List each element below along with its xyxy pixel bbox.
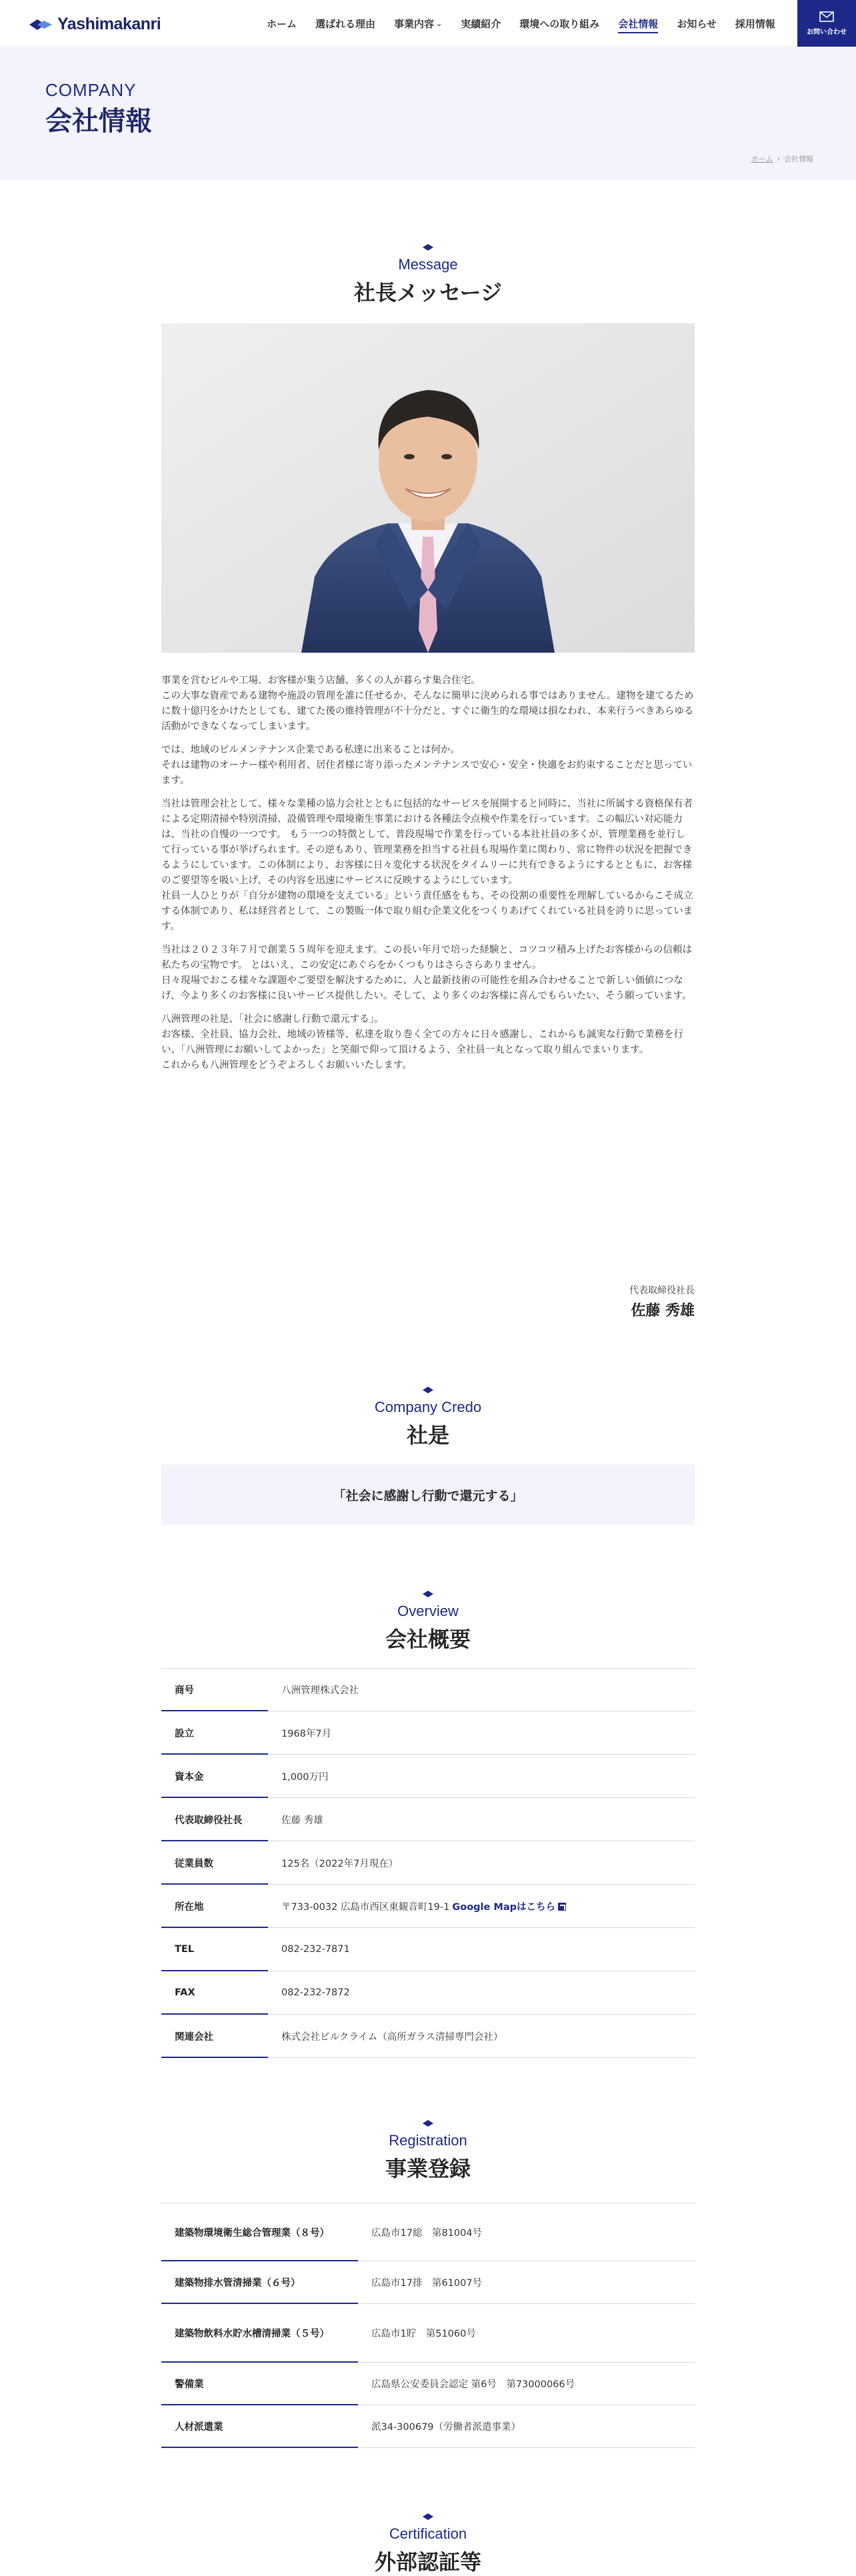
table-row xyxy=(161,2015,695,2058)
row-label: 資本金 xyxy=(161,1755,268,1797)
nav-item-services-label: 事業内容 xyxy=(394,17,435,30)
overview-heading-ja: 会社概要 xyxy=(385,1627,471,1652)
registration-heading xyxy=(0,2120,856,2183)
nav-item-environment[interactable]: 環境への取り組み xyxy=(519,17,600,30)
message-paragraph: 事業を営むビルや工場、お客様が集う店舗、多くの人が暮らす集合住宅。 この大事な資産である建物や施設の管理を誰に任せるか、そんなに簡単に決められる事ではありません。建物を建てるために数十億円をかけたとしても、建てた後の維持管理が不十分だと、すぐに衛生的な環境は損なわれ、本来行うべきあらゆる活動ができなくなってしまいます。 xyxy=(161,675,694,732)
site-header xyxy=(0,0,856,47)
table-row xyxy=(161,1711,695,1755)
certification-heading xyxy=(0,2513,856,2576)
president-portrait xyxy=(161,323,695,653)
message-body xyxy=(161,673,695,1081)
president-signature xyxy=(629,1283,695,1320)
google-map-link-label: Google Mapはこちら xyxy=(452,1901,555,1913)
breadcrumb-separator: › xyxy=(777,154,780,163)
table-row xyxy=(161,1928,695,1971)
row-value: 佐藤 秀雄 xyxy=(281,1815,323,1826)
row-value: 1,000万円 xyxy=(281,1771,329,1783)
chevron-down-icon: ⌄ xyxy=(436,19,443,28)
registration-table xyxy=(161,2203,695,2448)
site-logo[interactable] xyxy=(29,15,161,34)
credo-heading-ja: 社是 xyxy=(406,1423,449,1448)
row-value: 広島県公安委員会認定 第6号 第73000066号 xyxy=(371,2379,575,2390)
diamond-icon xyxy=(423,1591,433,1597)
row-label: 商号 xyxy=(161,1669,268,1711)
row-value: 1968年7月 xyxy=(281,1728,332,1739)
registration-heading-en: Registration xyxy=(389,2132,467,2149)
nav-item-home[interactable]: ホーム xyxy=(267,17,297,30)
row-label: 警備業 xyxy=(161,2363,358,2405)
certification-heading-en: Certification xyxy=(389,2525,467,2542)
address-text: 〒733-0032 広島市西区東観音町19-1 xyxy=(281,1901,450,1913)
registration-heading-ja: 事業登録 xyxy=(385,2156,471,2181)
contact-button-label: お問い合わせ xyxy=(807,28,847,36)
row-value: 広島市17排 第61007号 xyxy=(371,2278,483,2289)
row-value: 派34-300679（労働者派遣事業） xyxy=(371,2422,521,2433)
table-row xyxy=(161,2363,695,2405)
message-heading-en: Message xyxy=(398,256,458,273)
table-row xyxy=(161,2304,695,2363)
diamond-icon xyxy=(423,2120,433,2127)
table-row xyxy=(161,2203,695,2261)
table-row xyxy=(161,1885,695,1928)
row-label: TEL xyxy=(161,1928,268,1971)
signature-name: 佐藤 秀雄 xyxy=(631,1303,695,1319)
table-row xyxy=(161,1668,695,1711)
breadcrumb-home-link[interactable]: ホーム xyxy=(751,155,773,163)
table-row xyxy=(161,2261,695,2304)
row-label: FAX xyxy=(161,1971,268,2014)
credo-heading-en: Company Credo xyxy=(374,1399,482,1415)
logo-text: Yashimakanri xyxy=(57,15,161,33)
row-label: 代表取締役社長 xyxy=(161,1798,268,1841)
page-title: 会社情報 xyxy=(45,106,152,137)
table-row xyxy=(161,1971,695,2015)
row-label: 建築物環境衛生総合管理業（８号） xyxy=(161,2203,358,2261)
credo-text: 「社会に感謝し行動で還元する」 xyxy=(161,1465,695,1525)
nav-item-works[interactable]: 実績紹介 xyxy=(461,17,501,30)
page-hero xyxy=(0,47,856,180)
table-row xyxy=(161,1841,695,1885)
certification-heading-ja: 外部認証等 xyxy=(374,2549,481,2575)
main-nav xyxy=(257,0,785,47)
overview-table xyxy=(161,1668,695,2058)
row-value: 広島市17総 第81004号 xyxy=(371,2227,483,2239)
google-map-link[interactable] xyxy=(452,1902,566,1913)
mail-icon xyxy=(819,11,834,22)
row-label: 設立 xyxy=(161,1711,268,1754)
message-heading-ja: 社長メッセージ xyxy=(353,280,503,305)
credo-heading xyxy=(0,1387,856,1449)
overview-heading xyxy=(0,1591,856,1653)
row-label: 所在地 xyxy=(161,1885,268,1927)
table-row xyxy=(161,1755,695,1798)
row-label: 関連会社 xyxy=(161,2015,268,2057)
nav-item-services[interactable] xyxy=(385,0,451,47)
row-value: 広島市1貯 第51060号 xyxy=(371,2329,476,2339)
row-value: 082-232-7871 xyxy=(281,1944,350,1955)
row-value xyxy=(268,1899,579,1913)
external-link-icon xyxy=(558,1903,566,1911)
signature-title: 代表取締役社長 xyxy=(629,1285,695,1296)
row-label: 建築物飲料水貯水槽清掃業（５号） xyxy=(161,2304,358,2362)
logo-mark-icon xyxy=(29,18,53,31)
row-label: 従業員数 xyxy=(161,1841,268,1884)
message-paragraph: 八洲管理の社是、「社会に感謝し行動で還元する」。 お客様、全社員、協力会社、地域の皆様等、私達を取り巻く全ての方々に日々感謝し、これからも誠実な行動で業務を行い、「八洲管理にお願いしてよかった」と笑顔で仰って頂けるよう、全社員一丸となって取り組んでまいります。 これからも八洲管理をどうぞよろしくお願いいたします。 xyxy=(161,1014,683,1071)
diamond-icon xyxy=(423,2513,433,2520)
message-paragraph: 当社は２０２３年７月で創業５５周年を迎えます。この長い年月で培った経験と、コツコツ積み上げたお客様からの信頼は私たちの宝物です。 とはいえ、この安定にあぐらをかくつもりはさらさらありません。 日々現場でおこる様々な課題やご要望を解決するために、人と最新技術の可能性を組み合わせることで新しい価値につなげ、今より多くのお客様に良いサービス提供したい。そして、より多くのお客様に喜んでもらいたい、そう願っています。 xyxy=(161,945,693,1001)
nav-item-company[interactable]: 会社情報 xyxy=(609,0,667,47)
row-value: 082-232-7872 xyxy=(281,1987,350,1998)
message-paragraph: 当社は管理会社として、様々な業種の協力会社とともに包括的なサービスを展開すると同時に、当社に所属する資格保有者による定期清掃や特別清掃、設備管理や環境衛生事業における各種法令点検や作業を行っています。この幅広い対応能力は、当社の自慢の一つです。 もう一つの特徴として、普段現場で作業を行っている本社社員の多くが、管理業務を並行して行っている事が挙げられます。その逆もあり、管理業務を担当する社員も現場作業に関わり、常に物件の状況を把握できるようにしています。この体制により、お客様に日々変化する状況をタイムリーに共有できるようにするとともに、お客様のご要望等を吸い上げ、その内容を迅速にサービスに反映するようにしています。 社員一人ひとりが「自分が建物の環境を支えている」という責任感をもち、その役割の重要性を理解しているからこそ成立する体制であり、私は経営者として、この製販一体で取り組む企業文化をつくりあげてくれている社員を誇りに思っています。 xyxy=(161,799,693,932)
table-row xyxy=(161,2405,695,2448)
row-value: 八洲管理株式会社 xyxy=(281,1685,359,1696)
nav-item-news[interactable]: お知らせ xyxy=(677,17,717,30)
nav-item-reasons[interactable]: 選ばれる理由 xyxy=(315,17,376,30)
row-label: 建築物排水管清掃業（６号） xyxy=(161,2261,358,2303)
contact-button[interactable] xyxy=(797,0,856,47)
breadcrumb xyxy=(751,153,813,164)
row-value: 株式会社ビルクライム（高所ガラス清掃専門会社） xyxy=(281,2031,503,2043)
table-row xyxy=(161,1798,695,1841)
page-title-en: COMPANY xyxy=(45,80,137,100)
overview-heading-en: Overview xyxy=(397,1603,459,1619)
message-heading xyxy=(0,244,856,307)
diamond-icon xyxy=(423,1387,433,1393)
diamond-icon xyxy=(423,244,433,251)
nav-item-recruit[interactable]: 採用情報 xyxy=(735,17,775,30)
breadcrumb-current: 会社情報 xyxy=(784,155,813,163)
message-paragraph: では、地域のビルメンテナンス企業である私達に出来ることは何か。 それは建物のオーナー様や利用者、居住者様に寄り添ったメンテナンスで安心・安全・快適をお約束することだと思っています。 xyxy=(161,745,693,786)
row-label: 人材派遣業 xyxy=(161,2405,358,2447)
row-value: 125名（2022年7月現在） xyxy=(281,1858,399,1869)
